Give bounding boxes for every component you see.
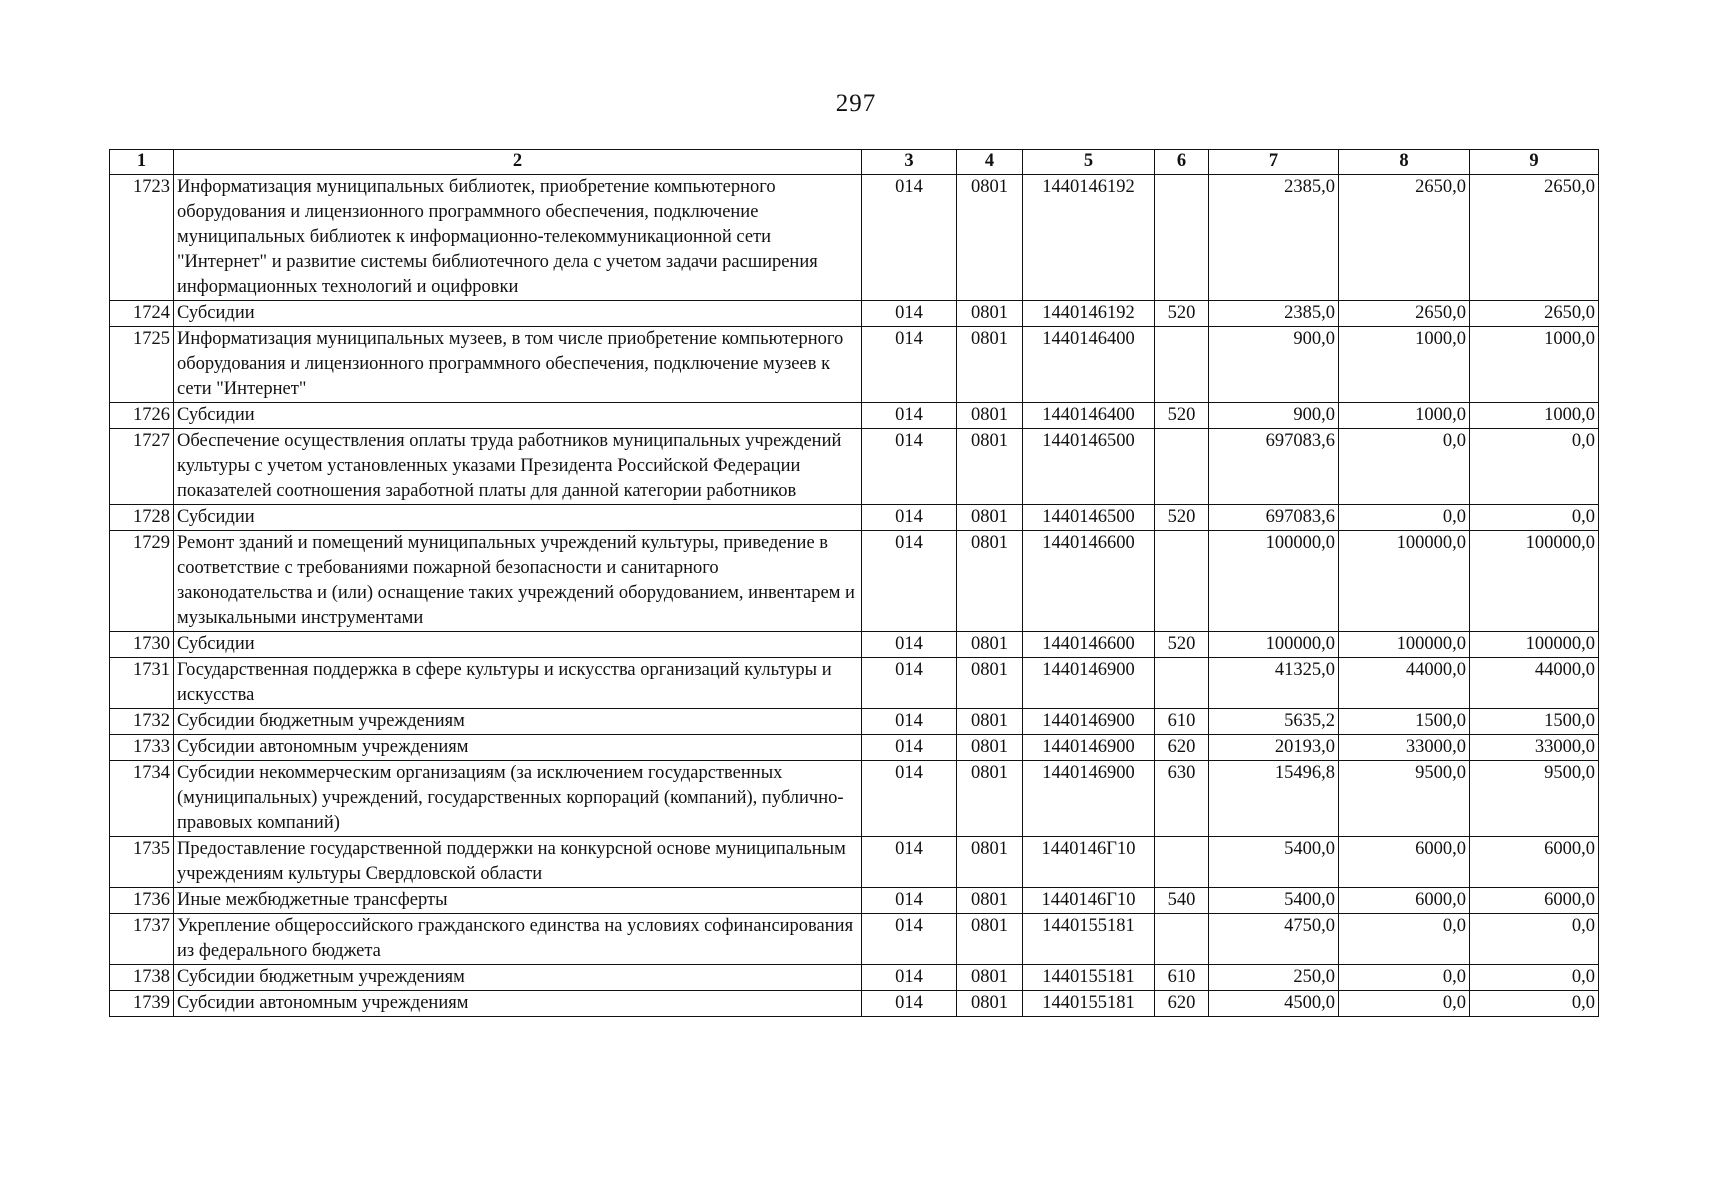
department-code-cell: 014 <box>862 658 957 709</box>
column-header: 1 <box>110 150 174 175</box>
amount-year-2-cell: 2650,0 <box>1339 301 1470 327</box>
item-name-cell: Субсидии <box>174 632 862 658</box>
amount-year-1-cell: 900,0 <box>1209 403 1339 429</box>
target-article-code-cell: 1440155181 <box>1023 991 1155 1017</box>
expense-type-code-cell: 520 <box>1155 301 1209 327</box>
row-number-cell: 1730 <box>110 632 174 658</box>
amount-year-3-cell: 44000,0 <box>1470 658 1599 709</box>
amount-year-3-cell: 1000,0 <box>1470 327 1599 403</box>
amount-year-3-cell: 0,0 <box>1470 965 1599 991</box>
expense-type-code-cell: 520 <box>1155 632 1209 658</box>
item-name-cell: Обеспечение осуществления оплаты труда работников муниципальных учреждений культуры с учетом установленных указами Президента Российской Федерации показателей соотношения заработной платы для данной категории работников <box>174 429 862 505</box>
row-number-cell: 1724 <box>110 301 174 327</box>
amount-year-2-cell: 2650,0 <box>1339 175 1470 301</box>
table-row <box>110 709 1599 735</box>
table-row <box>110 327 1599 403</box>
item-name-cell: Информатизация муниципальных библиотек, приобретение компьютерного оборудования и лицензионного программного обеспечения, подключение муниципальных библиотек к информационно-телекоммуникационной сети "Интернет" и развитие системы библиотечного дела с учетом задачи расширения информационных технологий и оцифровки <box>174 175 862 301</box>
page-number: 297 <box>835 90 877 117</box>
department-code-cell: 014 <box>862 837 957 888</box>
item-name-cell: Субсидии автономным учреждениям <box>174 735 862 761</box>
department-code-cell: 014 <box>862 888 957 914</box>
target-article-code-cell: 1440155181 <box>1023 914 1155 965</box>
target-article-code-cell: 1440146600 <box>1023 531 1155 632</box>
target-article-code-cell: 1440146400 <box>1023 327 1155 403</box>
section-code-cell: 0801 <box>957 175 1023 301</box>
section-code-cell: 0801 <box>957 658 1023 709</box>
department-code-cell: 014 <box>862 403 957 429</box>
amount-year-1-cell: 250,0 <box>1209 965 1339 991</box>
item-name-cell: Субсидии <box>174 403 862 429</box>
table-row <box>110 658 1599 709</box>
amount-year-2-cell: 0,0 <box>1339 914 1470 965</box>
item-name-cell: Субсидии автономным учреждениям <box>174 991 862 1017</box>
amount-year-3-cell: 0,0 <box>1470 429 1599 505</box>
amount-year-1-cell: 100000,0 <box>1209 531 1339 632</box>
department-code-cell: 014 <box>862 327 957 403</box>
row-number-cell: 1736 <box>110 888 174 914</box>
department-code-cell: 014 <box>862 505 957 531</box>
item-name-cell: Субсидии некоммерческим организациям (за исключением государственных (муниципальных) учреждений, государственных корпораций (компаний), публично-правовых компаний) <box>174 761 862 837</box>
amount-year-2-cell: 33000,0 <box>1339 735 1470 761</box>
expense-type-code-cell <box>1155 914 1209 965</box>
section-code-cell: 0801 <box>957 632 1023 658</box>
table-row <box>110 991 1599 1017</box>
section-code-cell: 0801 <box>957 735 1023 761</box>
section-code-cell: 0801 <box>957 403 1023 429</box>
amount-year-1-cell: 5400,0 <box>1209 888 1339 914</box>
amount-year-3-cell: 100000,0 <box>1470 531 1599 632</box>
item-name-cell: Ремонт зданий и помещений муниципальных учреждений культуры, приведение в соответствие с требованиями пожарной безопасности и санитарного законодательства и (или) оснащение таких учреждений оборудованием, инвентарем и музыкальными инструментами <box>174 531 862 632</box>
target-article-code-cell: 1440146192 <box>1023 175 1155 301</box>
department-code-cell: 014 <box>862 632 957 658</box>
amount-year-1-cell: 5400,0 <box>1209 837 1339 888</box>
amount-year-3-cell: 100000,0 <box>1470 632 1599 658</box>
department-code-cell: 014 <box>862 175 957 301</box>
amount-year-3-cell: 6000,0 <box>1470 888 1599 914</box>
section-code-cell: 0801 <box>957 301 1023 327</box>
table-row <box>110 735 1599 761</box>
row-number-cell: 1734 <box>110 761 174 837</box>
row-number-cell: 1735 <box>110 837 174 888</box>
target-article-code-cell: 1440155181 <box>1023 965 1155 991</box>
section-code-cell: 0801 <box>957 991 1023 1017</box>
row-number-cell: 1723 <box>110 175 174 301</box>
department-code-cell: 014 <box>862 709 957 735</box>
item-name-cell: Субсидии <box>174 301 862 327</box>
amount-year-1-cell: 15496,8 <box>1209 761 1339 837</box>
row-number-cell: 1731 <box>110 658 174 709</box>
amount-year-1-cell: 20193,0 <box>1209 735 1339 761</box>
table-header-row <box>110 150 1599 175</box>
department-code-cell: 014 <box>862 914 957 965</box>
table-row <box>110 531 1599 632</box>
section-code-cell: 0801 <box>957 837 1023 888</box>
item-name-cell: Предоставление государственной поддержки на конкурсной основе муниципальным учреждениям культуры Свердловской области <box>174 837 862 888</box>
amount-year-3-cell: 6000,0 <box>1470 837 1599 888</box>
target-article-code-cell: 1440146900 <box>1023 709 1155 735</box>
amount-year-1-cell: 2385,0 <box>1209 175 1339 301</box>
table-row <box>110 914 1599 965</box>
column-header: 4 <box>957 150 1023 175</box>
amount-year-3-cell: 33000,0 <box>1470 735 1599 761</box>
expense-type-code-cell: 620 <box>1155 735 1209 761</box>
amount-year-2-cell: 100000,0 <box>1339 632 1470 658</box>
column-header: 7 <box>1209 150 1339 175</box>
table-row <box>110 837 1599 888</box>
target-article-code-cell: 1440146500 <box>1023 505 1155 531</box>
amount-year-2-cell: 1500,0 <box>1339 709 1470 735</box>
amount-year-2-cell: 0,0 <box>1339 505 1470 531</box>
row-number-cell: 1728 <box>110 505 174 531</box>
item-name-cell: Информатизация муниципальных музеев, в том числе приобретение компьютерного оборудования и лицензионного программного обеспечения, подключение музеев к сети "Интернет" <box>174 327 862 403</box>
section-code-cell: 0801 <box>957 531 1023 632</box>
section-code-cell: 0801 <box>957 505 1023 531</box>
amount-year-1-cell: 5635,2 <box>1209 709 1339 735</box>
target-article-code-cell: 1440146900 <box>1023 761 1155 837</box>
department-code-cell: 014 <box>862 429 957 505</box>
table-body <box>110 175 1599 1017</box>
row-number-cell: 1727 <box>110 429 174 505</box>
amount-year-2-cell: 1000,0 <box>1339 327 1470 403</box>
budget-table <box>109 149 1599 1017</box>
department-code-cell: 014 <box>862 735 957 761</box>
expense-type-code-cell: 520 <box>1155 403 1209 429</box>
expense-type-code-cell <box>1155 531 1209 632</box>
amount-year-1-cell: 41325,0 <box>1209 658 1339 709</box>
expense-type-code-cell: 620 <box>1155 991 1209 1017</box>
amount-year-1-cell: 697083,6 <box>1209 505 1339 531</box>
item-name-cell: Иные межбюджетные трансферты <box>174 888 862 914</box>
expense-type-code-cell <box>1155 658 1209 709</box>
amount-year-1-cell: 100000,0 <box>1209 632 1339 658</box>
section-code-cell: 0801 <box>957 761 1023 837</box>
row-number-cell: 1729 <box>110 531 174 632</box>
amount-year-2-cell: 6000,0 <box>1339 888 1470 914</box>
amount-year-2-cell: 100000,0 <box>1339 531 1470 632</box>
row-number-cell: 1733 <box>110 735 174 761</box>
target-article-code-cell: 1440146192 <box>1023 301 1155 327</box>
amount-year-3-cell: 2650,0 <box>1470 301 1599 327</box>
amount-year-3-cell: 0,0 <box>1470 505 1599 531</box>
amount-year-2-cell: 0,0 <box>1339 965 1470 991</box>
column-header: 3 <box>862 150 957 175</box>
expense-type-code-cell <box>1155 175 1209 301</box>
section-code-cell: 0801 <box>957 965 1023 991</box>
column-header: 5 <box>1023 150 1155 175</box>
row-number-cell: 1737 <box>110 914 174 965</box>
item-name-cell: Субсидии бюджетным учреждениям <box>174 965 862 991</box>
expense-type-code-cell: 610 <box>1155 965 1209 991</box>
amount-year-2-cell: 0,0 <box>1339 991 1470 1017</box>
section-code-cell: 0801 <box>957 429 1023 505</box>
target-article-code-cell: 1440146900 <box>1023 658 1155 709</box>
amount-year-1-cell: 900,0 <box>1209 327 1339 403</box>
section-code-cell: 0801 <box>957 914 1023 965</box>
table-row <box>110 505 1599 531</box>
row-number-cell: 1739 <box>110 991 174 1017</box>
target-article-code-cell: 1440146600 <box>1023 632 1155 658</box>
amount-year-2-cell: 9500,0 <box>1339 761 1470 837</box>
column-header: 8 <box>1339 150 1470 175</box>
amount-year-3-cell: 1000,0 <box>1470 403 1599 429</box>
item-name-cell: Субсидии <box>174 505 862 531</box>
expense-type-code-cell: 520 <box>1155 505 1209 531</box>
department-code-cell: 014 <box>862 531 957 632</box>
target-article-code-cell: 1440146900 <box>1023 735 1155 761</box>
amount-year-3-cell: 2650,0 <box>1470 175 1599 301</box>
item-name-cell: Укрепление общероссийского гражданского единства на условиях софинансирования из федерального бюджета <box>174 914 862 965</box>
table-row <box>110 403 1599 429</box>
section-code-cell: 0801 <box>957 709 1023 735</box>
column-header: 6 <box>1155 150 1209 175</box>
amount-year-2-cell: 6000,0 <box>1339 837 1470 888</box>
item-name-cell: Субсидии бюджетным учреждениям <box>174 709 862 735</box>
amount-year-2-cell: 1000,0 <box>1339 403 1470 429</box>
table-row <box>110 888 1599 914</box>
amount-year-1-cell: 2385,0 <box>1209 301 1339 327</box>
item-name-cell: Государственная поддержка в сфере культуры и искусства организаций культуры и искусства <box>174 658 862 709</box>
table-row <box>110 429 1599 505</box>
expense-type-code-cell <box>1155 327 1209 403</box>
section-code-cell: 0801 <box>957 327 1023 403</box>
target-article-code-cell: 1440146500 <box>1023 429 1155 505</box>
amount-year-1-cell: 697083,6 <box>1209 429 1339 505</box>
column-header: 2 <box>174 150 862 175</box>
table-row <box>110 301 1599 327</box>
department-code-cell: 014 <box>862 301 957 327</box>
target-article-code-cell: 1440146Г10 <box>1023 837 1155 888</box>
amount-year-3-cell: 1500,0 <box>1470 709 1599 735</box>
amount-year-2-cell: 0,0 <box>1339 429 1470 505</box>
expense-type-code-cell: 610 <box>1155 709 1209 735</box>
expense-type-code-cell: 540 <box>1155 888 1209 914</box>
amount-year-3-cell: 0,0 <box>1470 914 1599 965</box>
table-row <box>110 175 1599 301</box>
department-code-cell: 014 <box>862 991 957 1017</box>
row-number-cell: 1725 <box>110 327 174 403</box>
expense-type-code-cell: 630 <box>1155 761 1209 837</box>
amount-year-2-cell: 44000,0 <box>1339 658 1470 709</box>
target-article-code-cell: 1440146400 <box>1023 403 1155 429</box>
department-code-cell: 014 <box>862 965 957 991</box>
amount-year-1-cell: 4500,0 <box>1209 991 1339 1017</box>
department-code-cell: 014 <box>862 761 957 837</box>
target-article-code-cell: 1440146Г10 <box>1023 888 1155 914</box>
section-code-cell: 0801 <box>957 888 1023 914</box>
row-number-cell: 1738 <box>110 965 174 991</box>
column-header: 9 <box>1470 150 1599 175</box>
expense-type-code-cell <box>1155 429 1209 505</box>
table-row <box>110 761 1599 837</box>
row-number-cell: 1726 <box>110 403 174 429</box>
table-row <box>110 965 1599 991</box>
amount-year-1-cell: 4750,0 <box>1209 914 1339 965</box>
amount-year-3-cell: 9500,0 <box>1470 761 1599 837</box>
amount-year-3-cell: 0,0 <box>1470 991 1599 1017</box>
table-row <box>110 632 1599 658</box>
expense-type-code-cell <box>1155 837 1209 888</box>
row-number-cell: 1732 <box>110 709 174 735</box>
